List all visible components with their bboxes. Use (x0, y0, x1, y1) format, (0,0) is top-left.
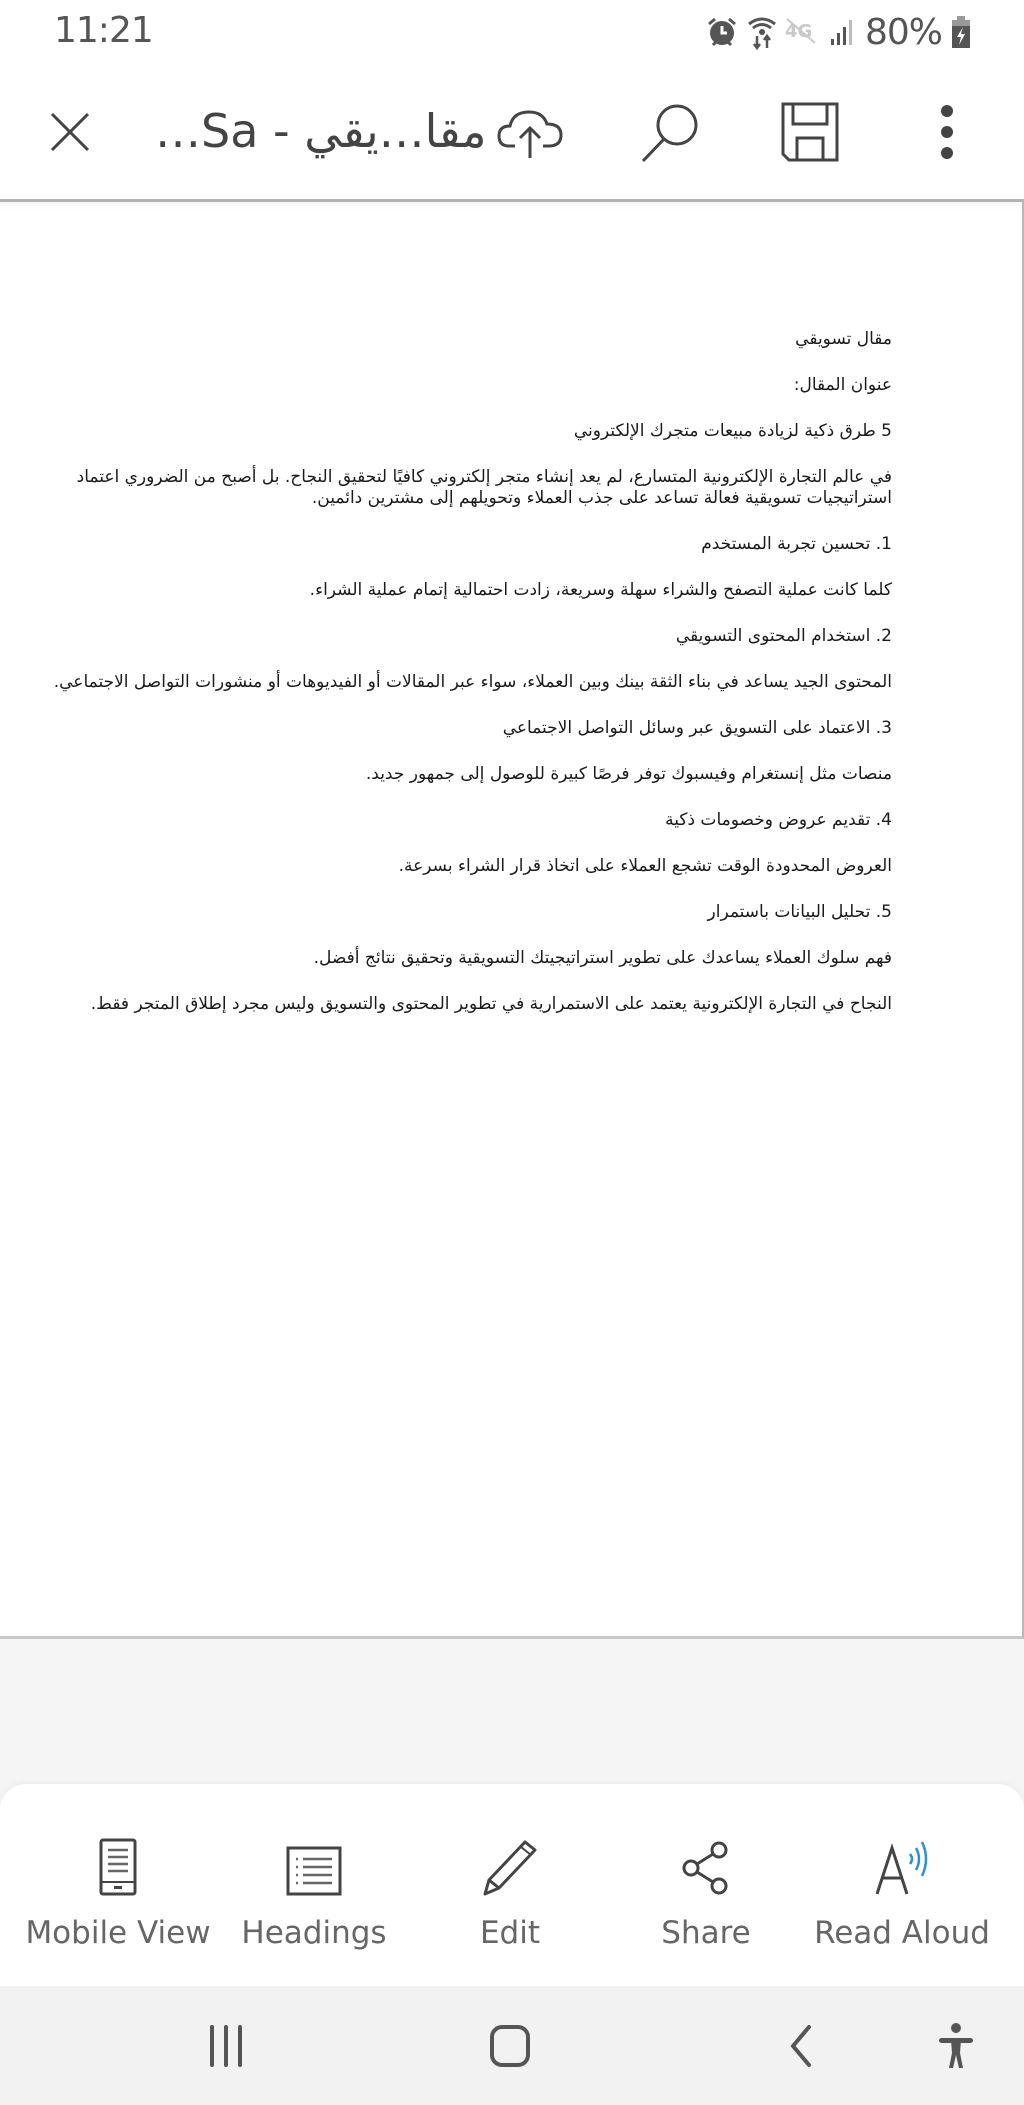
document-title[interactable]: …Sa - مقا…يقي (155, 104, 487, 158)
status-time: 11:21 (54, 10, 153, 51)
status-bar (0, 0, 1024, 66)
upload-button[interactable] (490, 94, 570, 170)
doc-point-3-heading: 3. الاعتماد على التسويق عبر وسائل التواصل الاجتماعي (502, 718, 892, 738)
doc-point-3-body: منصات مثل إنستغرام وفيسبوك توفر فرصًا كبيرة للوصول إلى جمهور جديد. (365, 764, 892, 784)
close-icon (49, 111, 91, 153)
back-button[interactable] (770, 2016, 830, 2076)
doc-point-1-body: كلما كانت عملية التصفح والشراء سهلة وسريعة، زادت احتمالية إتمام عملية الشراء. (309, 580, 892, 600)
4g-lte-disabled-icon (785, 17, 821, 47)
doc-point-2-body: المحتوى الجيد يساعد في بناء الثقة بينك وبين العملاء، سواء عبر المقالات أو الفيديوهات أو منشورات التواصل الاجتماعي. (53, 672, 892, 692)
edit-label: Edit (479, 1915, 541, 1951)
pencil-icon (481, 1838, 539, 1896)
read-aloud-button[interactable] (804, 1830, 1000, 1952)
close-button[interactable] (40, 94, 100, 170)
doc-article-title-label: عنوان المقال: (793, 375, 892, 395)
battery-charging-icon (950, 15, 972, 49)
signal-icon (829, 17, 857, 47)
bottom-action-bar (0, 1784, 1024, 1986)
doc-article-title: 5 طرق ذكية لزيادة مبيعات متجرك الإلكتروني (573, 421, 892, 441)
edit-button[interactable] (412, 1830, 608, 1952)
wifi-icon (747, 14, 777, 50)
doc-heading: مقال تسويقي (795, 329, 892, 349)
more-vertical-icon (939, 104, 955, 160)
alarm-icon (705, 15, 739, 49)
headings-button[interactable] (216, 1830, 412, 1952)
system-navigation-bar (0, 1986, 1024, 2105)
home-icon (489, 2024, 531, 2068)
accessibility-button[interactable] (926, 2016, 986, 2076)
mobile-view-button[interactable] (20, 1830, 216, 1952)
recents-button[interactable] (196, 2016, 256, 2076)
doc-point-5-heading: 5. تحليل البيانات باستمرار (707, 902, 892, 922)
mobile-view-icon (99, 1838, 137, 1896)
battery-percent: 80% (864, 11, 942, 53)
headings-icon (286, 1846, 342, 1896)
svg-text:4G: 4G (784, 21, 813, 42)
app-bar (0, 66, 1024, 202)
accessibility-icon (936, 2023, 976, 2069)
share-icon (679, 1840, 733, 1896)
status-icons (705, 10, 972, 54)
save-icon (781, 102, 839, 162)
share-button[interactable] (608, 1830, 804, 1952)
doc-point-4-body: العروض المحدودة الوقت تشجع العملاء على اتخاذ قرار الشراء بسرعة. (398, 856, 892, 876)
doc-point-1-heading: 1. تحسين تجربة المستخدم (701, 534, 892, 554)
recents-icon (206, 2025, 246, 2067)
read-aloud-icon (871, 1836, 933, 1896)
more-options-button[interactable] (925, 94, 969, 170)
doc-intro-paragraph: في عالم التجارة الإلكترونية المتسارع، لم يعد إنشاء متجر إلكتروني كافيًا لتحقيق النجاح. بل أصبح من الضروري اعتماد استراتيجيات تسويقية فعالة تساعد على جذب العملاء وتحويلهم إلى مشترين دائمين. (76, 467, 892, 508)
save-button[interactable] (770, 94, 850, 170)
cloud-upload-icon (497, 104, 563, 160)
mobile-view-label: Mobile View (25, 1915, 211, 1951)
share-label: Share (661, 1915, 751, 1951)
back-icon (787, 2025, 813, 2067)
read-aloud-label: Read Aloud (814, 1915, 990, 1951)
home-button[interactable] (480, 2016, 540, 2076)
doc-point-2-heading: 2. استخدام المحتوى التسويقي (675, 626, 892, 646)
document-page[interactable] (0, 202, 1024, 1639)
search-icon (639, 101, 701, 163)
search-button[interactable] (630, 94, 710, 170)
doc-point-4-heading: 4. تقديم عروض وخصومات ذكية (665, 810, 892, 830)
doc-conclusion: النجاح في التجارة الإلكترونية يعتمد على الاستمرارية في تطوير المحتوى والتسويق وليس مجرد إطلاق المتجر فقط. (90, 994, 892, 1014)
headings-label: Headings (241, 1915, 387, 1951)
doc-point-5-body: فهم سلوك العملاء يساعدك على تطوير استراتيجيتك التسويقية وتحقيق نتائج أفضل. (313, 948, 892, 968)
document-content (52, 329, 892, 1040)
